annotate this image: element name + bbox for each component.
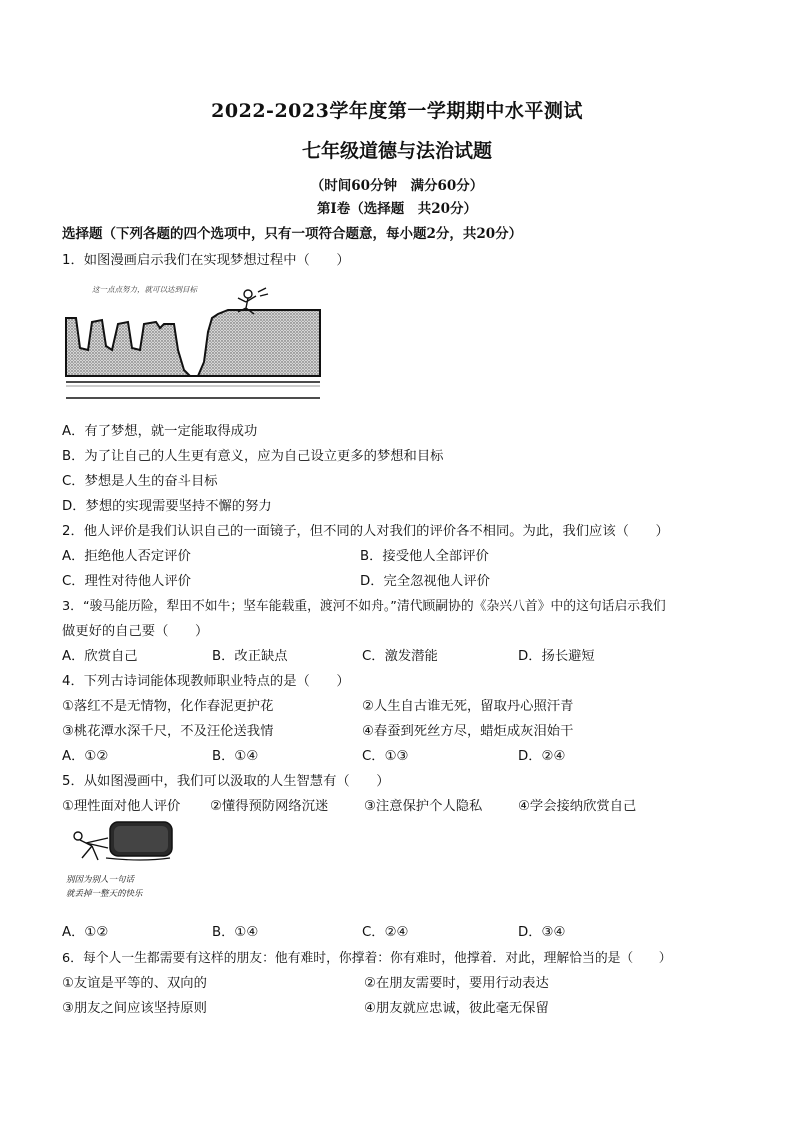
q4-option-b: B．①④ — [212, 749, 259, 764]
q6-item-4: ④朋友就应忠诚，彼此毫无保留 — [364, 1001, 549, 1016]
q6-item-3: ③朋友之间应该坚持原则 — [62, 1001, 207, 1016]
q3-stem-line2: 做更好的自己要（ ） — [62, 624, 209, 639]
q2-option-a: A．拒绝他人否定评价 — [62, 549, 191, 564]
exam-title: 2022-2023学年度第一学期期中水平测试 — [211, 100, 583, 122]
q5-option-c: C．②④ — [362, 925, 409, 940]
q3-option-a: A．欣赏自己 — [62, 649, 138, 664]
q4-item-2: ②人生自古谁无死，留取丹心照汗青 — [362, 699, 574, 714]
q1-option-c: C．梦想是人生的奋斗目标 — [62, 474, 218, 489]
q3-option-d: D．扬长避短 — [518, 649, 595, 664]
q4-option-c: C．①③ — [362, 749, 409, 764]
q1-cartoon-caption: 这一点点努力，就可以达到目标 — [92, 285, 197, 294]
q6-item-1: ①友谊是平等的、双向的 — [62, 976, 207, 991]
q4-item-1: ①落红不是无情物，化作春泥更护花 — [62, 699, 274, 714]
q4-option-a: A．①② — [62, 749, 109, 764]
q4-item-4: ④春蚕到死丝方尽，蜡炬成灰泪始干 — [362, 724, 574, 739]
q3-option-c: C．激发潜能 — [362, 649, 438, 664]
q1-option-a: A．有了梦想，就一定能取得成功 — [62, 424, 258, 439]
q1-option-d: D．梦想的实现需要坚持不懈的努力 — [62, 499, 272, 514]
volume-heading: 第Ⅰ卷（选择题 共20分） — [316, 201, 478, 217]
q5-option-d: D．③④ — [518, 925, 566, 940]
q2-stem: 2．他人评价是我们认识自己的一面镜子，但不同的人对我们的评价各不相同。为此，我们应该（ ） — [62, 524, 669, 539]
section-instructions: 选择题（下列各题的四个选项中，只有一项符合题意，每小题2分，共20分） — [62, 226, 523, 242]
q5-option-b: B．①④ — [212, 925, 259, 940]
q5-cartoon-caption-line2: 就丢掉一整天的快乐 — [66, 889, 143, 899]
q6-item-2: ②在朋友需要时，要用行动表达 — [364, 976, 549, 991]
q5-item-2: ②懂得预防网络沉迷 — [210, 799, 329, 814]
q5-stem: 5．从如图漫画中，我们可以汲取的人生智慧有（ ） — [62, 774, 390, 789]
q1-option-b: B．为了让自己的人生更有意义，应为自己设立更多的梦想和目标 — [62, 449, 444, 464]
q2-option-c: C．理性对待他人评价 — [62, 574, 191, 589]
time-info: （时间60分钟 满分60分） — [310, 178, 484, 194]
q3-stem-line1: 3．“骏马能历险，犁田不如牛；坚车能载重，渡河不如舟。”清代顾嗣协的《杂兴八首》中的这句话启示我们 — [62, 599, 666, 614]
q1-stem: 1．如图漫画启示我们在实现梦想过程中（ ） — [62, 253, 350, 268]
q4-option-d: D．②④ — [518, 749, 566, 764]
q3-option-b: B．改正缺点 — [212, 649, 288, 664]
q5-cartoon-image — [62, 818, 180, 904]
q5-cartoon-caption-line1: 别因为别人一句话 — [66, 875, 135, 885]
q5-option-a: A．①② — [62, 925, 109, 940]
q4-stem: 4．下列古诗词能体现教师职业特点的是（ ） — [62, 674, 350, 689]
q5-item-4: ④学会接纳欣赏自己 — [518, 799, 637, 814]
pushing-figure-icon — [74, 832, 108, 860]
q2-option-d: D．完全忽视他人评价 — [360, 574, 490, 589]
exam-subtitle: 七年级道德与法治试题 — [301, 140, 492, 162]
q4-item-3: ③桃花潭水深千尺，不及汪伦送我情 — [62, 724, 274, 739]
q5-item-1: ①理性面对他人评价 — [62, 799, 181, 814]
q2-option-b: B．接受他人全部评价 — [360, 549, 489, 564]
q5-item-3: ③注意保护个人隐私 — [364, 799, 483, 814]
q1-cartoon-image — [62, 280, 324, 408]
q6-stem: 6．每个人一生都需要有这样的朋友：他有难时，你撑着：你有难时，他撑着．对此，理解恰当的是（ ） — [62, 951, 672, 966]
